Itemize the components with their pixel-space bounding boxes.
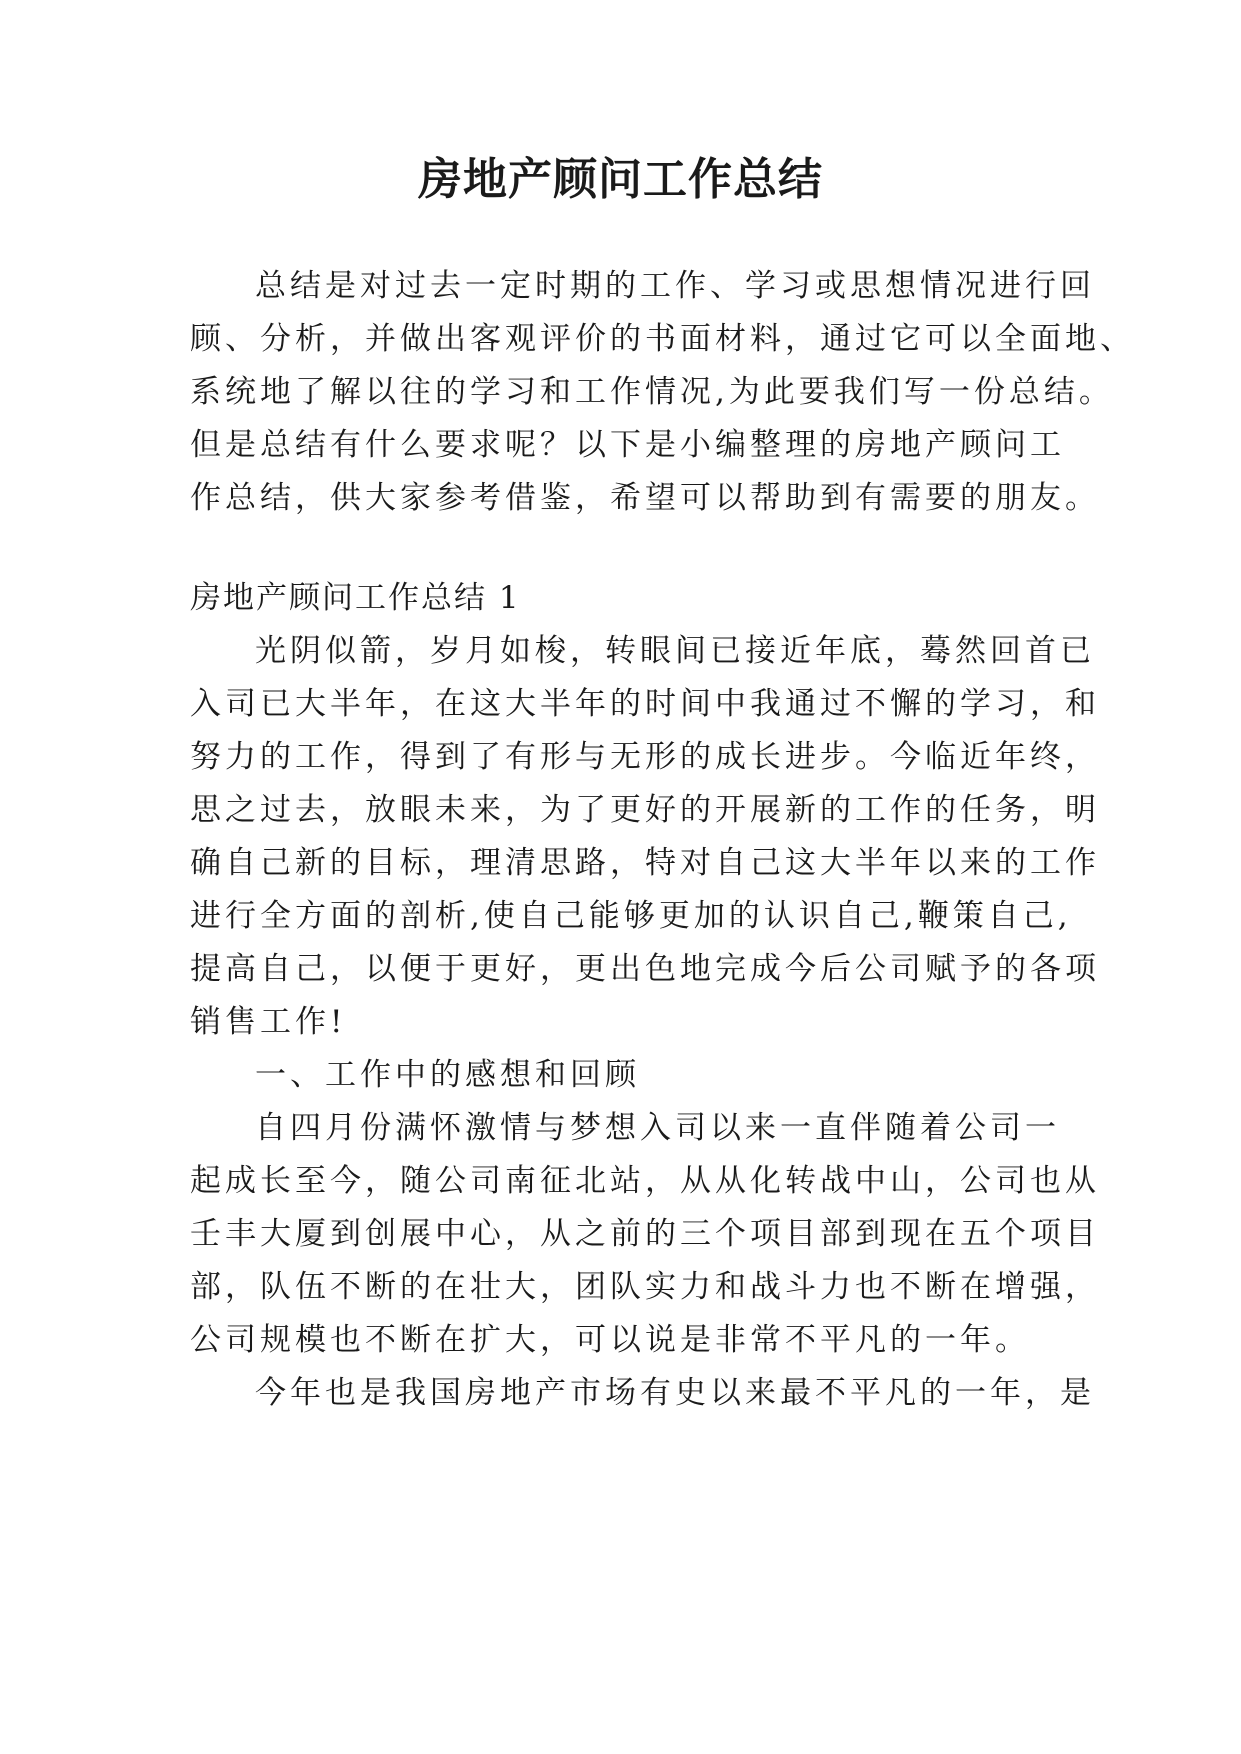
intro-line: 作总结，供大家参考借鉴，希望可以帮助到有需要的朋友。 (190, 480, 1100, 516)
paragraph-line: 自四月份满怀激情与梦想入司以来一直伴随着公司一 (255, 1110, 1060, 1146)
subheading: 一、工作中的感想和回顾 (255, 1057, 640, 1093)
paragraph-line: 部，队伍不断的在壮大，团队实力和战斗力也不断在增强， (190, 1269, 1100, 1305)
paragraph-line: 提高自己，以便于更好，更出色地完成今后公司赋予的各项 (190, 951, 1100, 987)
paragraph-line: 确自己新的目标，理清思路，特对自己这大半年以来的工作 (190, 845, 1100, 881)
intro-line: 系统地了解以往的学习和工作情况,为此要我们写一份总结。 (190, 374, 1114, 410)
paragraph-line: 起成长至今，随公司南征北站，从从化转战中山，公司也从 (190, 1163, 1100, 1199)
paragraph-line: 光阴似箭，岁月如梭，转眼间已接近年底，蓦然回首已 (255, 633, 1095, 669)
paragraph-line: 努力的工作，得到了有形与无形的成长进步。今临近年终， (190, 739, 1100, 775)
document-title: 房地产顾问工作总结 (418, 154, 823, 205)
intro-line: 总结是对过去一定时期的工作、学习或思想情况进行回 (255, 268, 1095, 304)
paragraph-line: 今年也是我国房地产市场有史以来最不平凡的一年，是 (255, 1375, 1095, 1411)
intro-line: 但是总结有什么要求呢？以下是小编整理的房地产顾问工 (190, 427, 1065, 463)
paragraph-line: 壬丰大厦到创展中心，从之前的三个项目部到现在五个项目 (190, 1216, 1100, 1252)
intro-line: 顾、分析，并做出客观评价的书面材料，通过它可以全面地、 (190, 321, 1135, 357)
paragraph-line: 入司已大半年，在这大半年的时间中我通过不懈的学习，和 (190, 686, 1100, 722)
paragraph-line: 公司规模也不断在扩大，可以说是非常不平凡的一年。 (190, 1322, 1030, 1358)
paragraph-line: 进行全方面的剖析,使自己能够更加的认识自己,鞭策自己, (190, 898, 1072, 934)
section-heading: 房地产顾问工作总结 1 (190, 580, 521, 616)
paragraph-line: 思之过去，放眼未来，为了更好的开展新的工作的任务，明 (190, 792, 1100, 828)
paragraph-line: 销售工作! (190, 1004, 347, 1040)
